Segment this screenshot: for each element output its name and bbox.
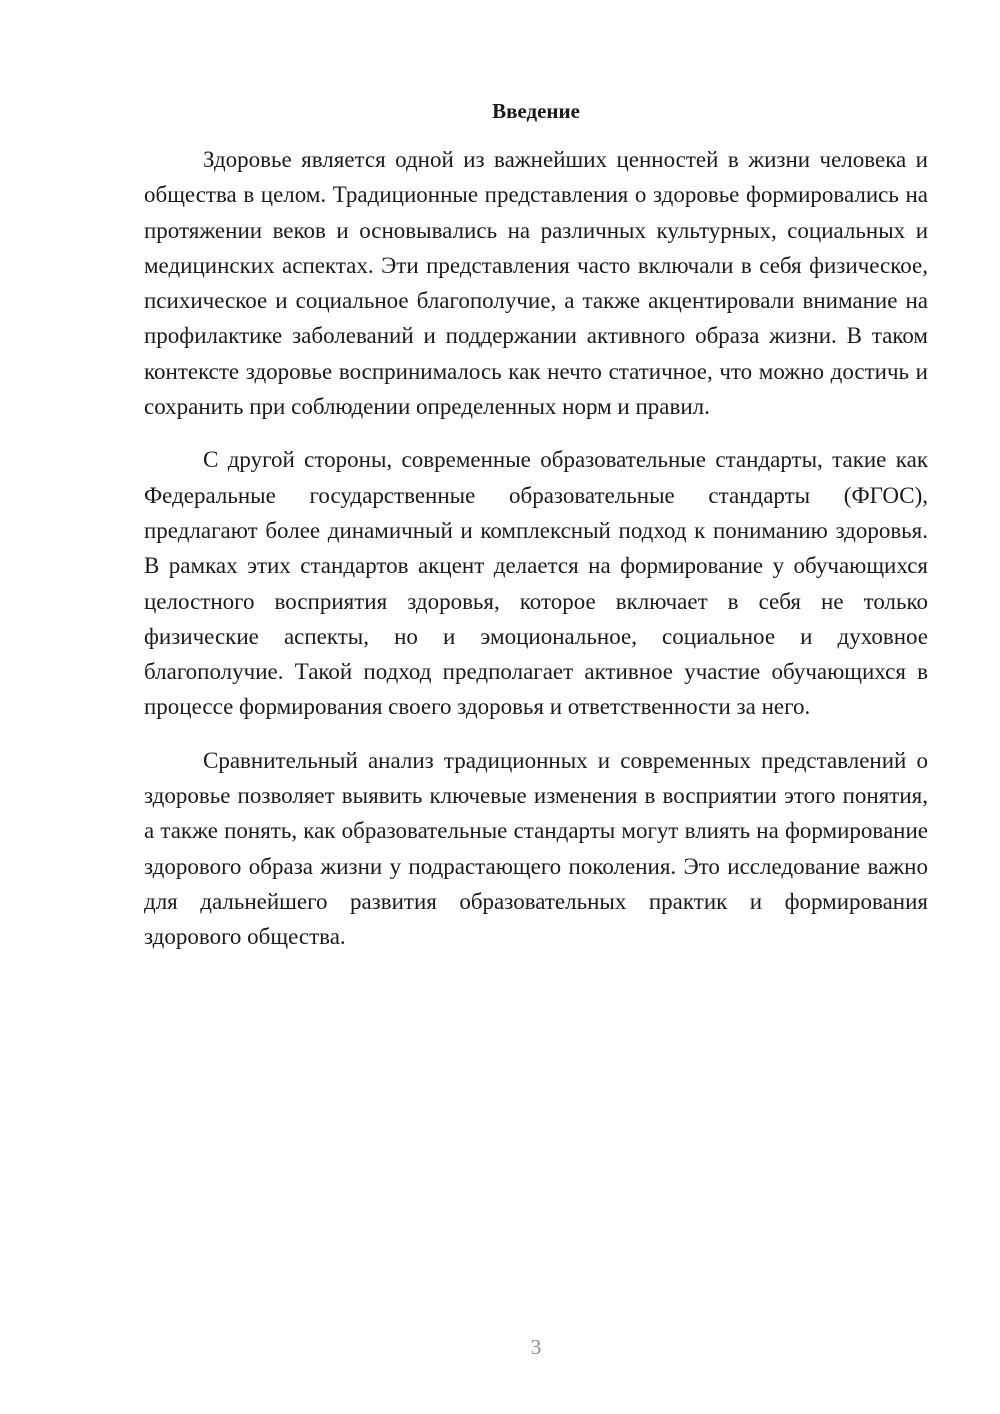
document-body	[144, 142, 928, 973]
paragraph-2: С другой стороны, современные образовательные стандарты, такие как Федеральные государственные образовательные стандарты (ФГОС), предлагают более динамичный и комплексный подход к пониманию здоровья. В рамках этих стандартов акцент делается на формирование у обучающихся целостного восприятия здоровья, которое включает в себя не только физические аспекты, но и эмоциональное, социальное и духовное благополучие. Такой подход предполагает активное участие обучающихся в процессе формирования своего здоровья и ответственности за него.	[144, 447, 928, 720]
section-title: Введение	[492, 99, 580, 123]
page-number: 3	[530, 1335, 542, 1359]
paragraph-3: Сравнительный анализ традиционных и современных представлений о здоровье позволяет выявить ключевые изменения в восприятии этого понятия, а также понять, как образовательные стандарты могут влиять на формирование здорового образа жизни у подрастающего поколения. Это исследование важно для дальнейшего развития образовательных практик и формирования здорового общества.	[144, 747, 928, 950]
paragraph-1: Здоровье является одной из важнейших ценностей в жизни человека и общества в целом. Традиционные представления о здоровье формировались на протяжении веков и основывались на различных культурных, социальных и медицинских аспектах. Эти представления часто включали в себя физическое, психическое и социальное благополучие, а также акцентировали внимание на профилактике заболеваний и поддержании активного образа жизни. В таком контексте здоровье воспринималось как нечто статичное, что можно достичь и сохранить при соблюдении определенных норм и правил.	[144, 147, 928, 420]
